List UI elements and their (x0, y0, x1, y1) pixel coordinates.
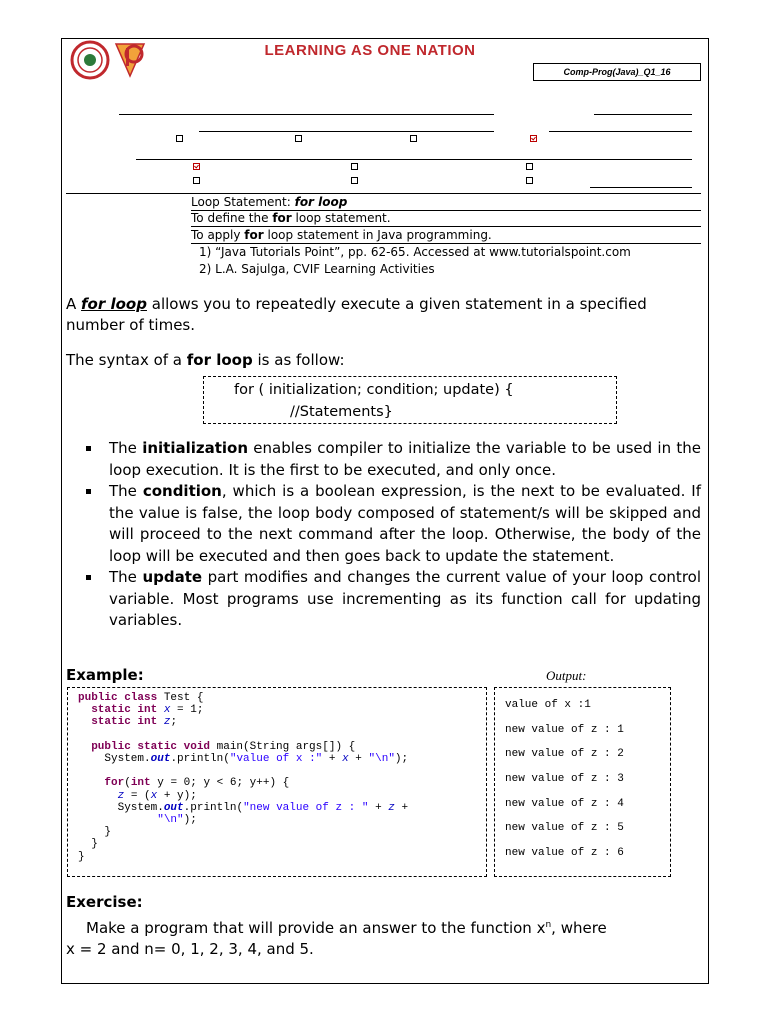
list-item: The update part modifies and changes the current value of your loop control variable. Most programs use incrementing as its function call for updating variables. (86, 567, 701, 632)
form-line (594, 114, 692, 115)
syntax-intro: The syntax of a for loop is as follow: (66, 351, 345, 369)
syntax-line-2: //Statements} (290, 404, 393, 420)
school-logos (70, 40, 190, 80)
output-line: new value of z : 4 (505, 797, 624, 810)
bullet-square-icon (86, 575, 91, 580)
syntax-line-1: for ( initialization; condition; update) { (234, 382, 514, 398)
output-panel (494, 687, 671, 877)
checkbox-checked[interactable] (193, 163, 200, 170)
example-label: Example: (66, 666, 144, 684)
form-line (590, 187, 692, 188)
checkbox[interactable] (176, 135, 183, 142)
header-title: LEARNING AS ONE NATION (264, 42, 476, 59)
output-label: Output: (546, 668, 587, 683)
output-line: value of x :1 (505, 699, 591, 711)
list-item: The condition, which is a boolean expression, is the next to be evaluated. If the value is false, the loop body composed of statement/s will be skipped and will proceed to the next command after the loop. Otherwise, the body of the loop will be executed and then goes back to update the statement. (86, 481, 701, 567)
checkbox[interactable] (351, 177, 358, 184)
bullet-square-icon (86, 489, 91, 494)
exercise-line-2: x = 2 and n= 0, 1, 2, 3, 4, and 5. (66, 940, 314, 958)
reference-2: 2) L.A. Sajulga, CVIF Learning Activities (199, 262, 435, 276)
form-line (549, 131, 692, 132)
form-line (199, 131, 494, 132)
objective-row-2: To apply for loop statement in Java programming. (191, 228, 701, 244)
objective-row-1: To define the for loop statement. (191, 211, 701, 227)
form-line (136, 159, 692, 160)
intro-paragraph: A for loop allows you to repeatedly execute a given statement in a specified number of times. (66, 295, 647, 334)
output-line: new value of z : 1 (505, 723, 624, 736)
checkbox[interactable] (410, 135, 417, 142)
bullet-list (86, 438, 701, 632)
checkbox-checked[interactable] (530, 135, 537, 142)
checkbox[interactable] (193, 177, 200, 184)
topic-row: Loop Statement: for loop (191, 195, 701, 211)
exercise-text (66, 915, 706, 960)
syntax-box (203, 376, 617, 424)
checkbox[interactable] (295, 135, 302, 142)
module-code: Comp-Prog(Java)_Q1_16 (533, 63, 701, 81)
exercise-label: Exercise: (66, 893, 143, 911)
checkbox[interactable] (351, 163, 358, 170)
output-line: new value of z : 3 (505, 773, 624, 786)
reference-1: 1) “Java Tutorials Point”, pp. 62-65. Accessed at www.tutorialspoint.com (199, 245, 631, 259)
output-line: new value of z : 6 (505, 847, 624, 860)
output-line: new value of z : 5 (505, 822, 624, 835)
checkbox[interactable] (526, 177, 533, 184)
bullet-square-icon (86, 446, 91, 451)
exercise-line-1: Make a program that will provide an answer to the function $x^n$, where (86, 919, 607, 937)
checkbox[interactable] (526, 163, 533, 170)
section-divider (66, 193, 701, 194)
form-line (119, 114, 494, 115)
output-line: new value of z : 2 (505, 748, 624, 761)
code-example: public class Test { static int x = 1; static int z; public static void main(String args[]) { System.out.println("value of x :" + x + "\n"); for(int y = 0; y < 6; y++) { z = (x + y); System.out.println("new value of z : " + z + "\n"); } } } (67, 687, 487, 877)
list-item: The initialization enables compiler to initialize the variable to be used in the loop execution. It is the first to be executed, and only once. (86, 438, 701, 481)
